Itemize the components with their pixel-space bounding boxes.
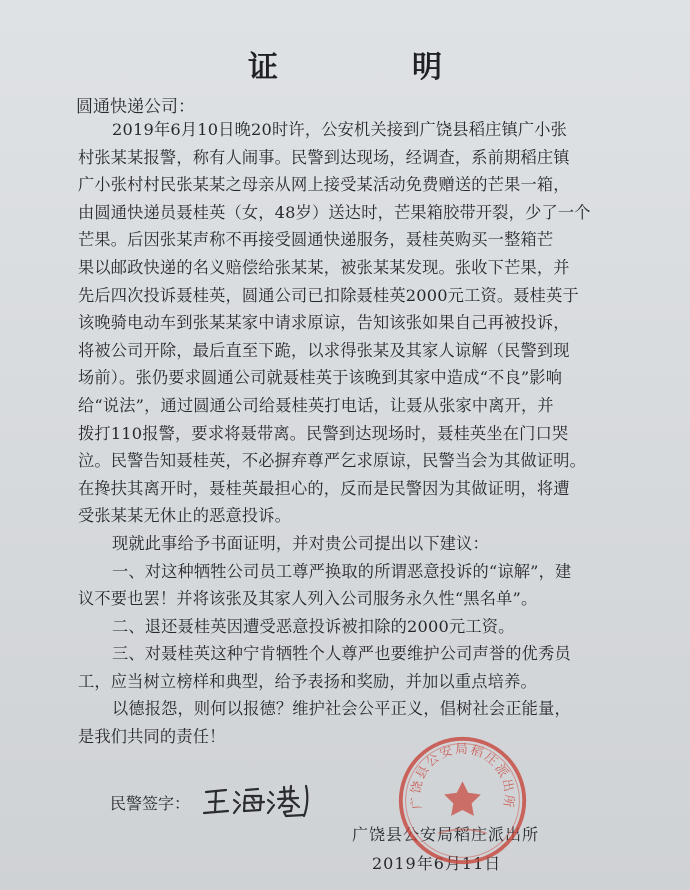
document-title: 证 明 bbox=[248, 50, 494, 85]
body-line: 芒果。后因张某声称不再接受圆通快递服务，聂桂英购买一整箱芒 bbox=[78, 230, 554, 250]
body-line: 泣。民警告知聂桂英，不必摒弃尊严乞求原谅，民警当会为其做证明。 bbox=[78, 451, 587, 471]
body-line: 一、对这种牺牲公司员工尊严换取的所谓恶意投诉的“谅解”，建 bbox=[112, 561, 572, 581]
body-line: 以德报怨，则何以报德？维护社会公平正义，倡树社会正能量， bbox=[112, 699, 571, 719]
officer-signature-label: 民警签字： bbox=[110, 794, 191, 813]
issue-date: 2019年6月11日 bbox=[372, 854, 502, 873]
body-line: 先后四次投诉聂桂英，圆通公司已扣除聂桂英2000元工资。聂桂英于 bbox=[78, 285, 579, 305]
svg-text:广饶县公安局稻庄派出所: 广饶县公安局稻庄派出所 bbox=[407, 741, 518, 811]
body-line: 是我们共同的责任！ bbox=[78, 727, 226, 747]
body-line: 在搀扶其离开时，聂桂英最担心的，反而是民警因为其做证明，将遭 bbox=[78, 478, 570, 498]
salutation: 圆通快递公司： bbox=[76, 97, 195, 117]
issuing-authority: 广饶县公安局稻庄派出所 bbox=[352, 825, 540, 844]
body-line: 受张某某无休止的恶意投诉。 bbox=[78, 506, 292, 526]
body-line: 议不要也罢！并将该张及其家人列入公司服务永久性“黑名单”。 bbox=[78, 589, 538, 609]
body-line: 2019年6月10日晚20时许，公安机关接到广饶县稻庄镇广小张 bbox=[112, 120, 568, 139]
body-line: 场前）。张仍要求圆通公司就聂桂英于该晚到其家中造成“不良”影响 bbox=[78, 368, 563, 388]
official-seal-stamp bbox=[395, 733, 530, 868]
body-line: 现就此事给予书面证明，并对贵公司提出以下建议： bbox=[112, 533, 489, 553]
body-line: 村张某某报警，称有人闹事。民警到达现场，经调查，系前期稻庄镇 bbox=[78, 147, 570, 167]
body-line: 由圆通快递员聂桂英（女，48岁）送达时，芒果箱胶带开裂，少了一个 bbox=[78, 202, 591, 222]
body-line: 二、退还聂桂英因遭受恶意投诉被扣除的2000元工资。 bbox=[112, 616, 515, 636]
body-line: 该晚骑电动车到张某某家中请求原谅，告知该张如果自己再被投诉， bbox=[78, 313, 570, 333]
seal-star-icon bbox=[444, 781, 481, 816]
body-line: 果以邮政快递的名义赔偿给张某某，被张某某发现。张收下芒果，并 bbox=[78, 257, 570, 277]
handwritten-signature bbox=[200, 780, 320, 820]
document-body bbox=[78, 116, 648, 751]
body-line: 三、对聂桂英这种宁肯牺牲个人尊严也要维护公司声誉的优秀员 bbox=[112, 644, 571, 664]
body-line: 拨打110报警，要求将聂带离。民警到达现场时，聂桂英坐在门口哭 bbox=[78, 423, 569, 443]
body-line: 广小张村村民张某某之母亲从网上接受某活动免费赠送的芒果一箱， bbox=[78, 175, 570, 195]
body-line: 给“说法”，通过圆通公司给聂桂英打电话，让聂从张家中离开，并 bbox=[78, 395, 554, 415]
body-line: 工，应当树立榜样和典型，给予表扬和奖励，并加以重点培养。 bbox=[78, 671, 537, 691]
body-line: 将被公司开除，最后直至下跪，以求得张某及其家人谅解（民警到现 bbox=[78, 340, 570, 360]
